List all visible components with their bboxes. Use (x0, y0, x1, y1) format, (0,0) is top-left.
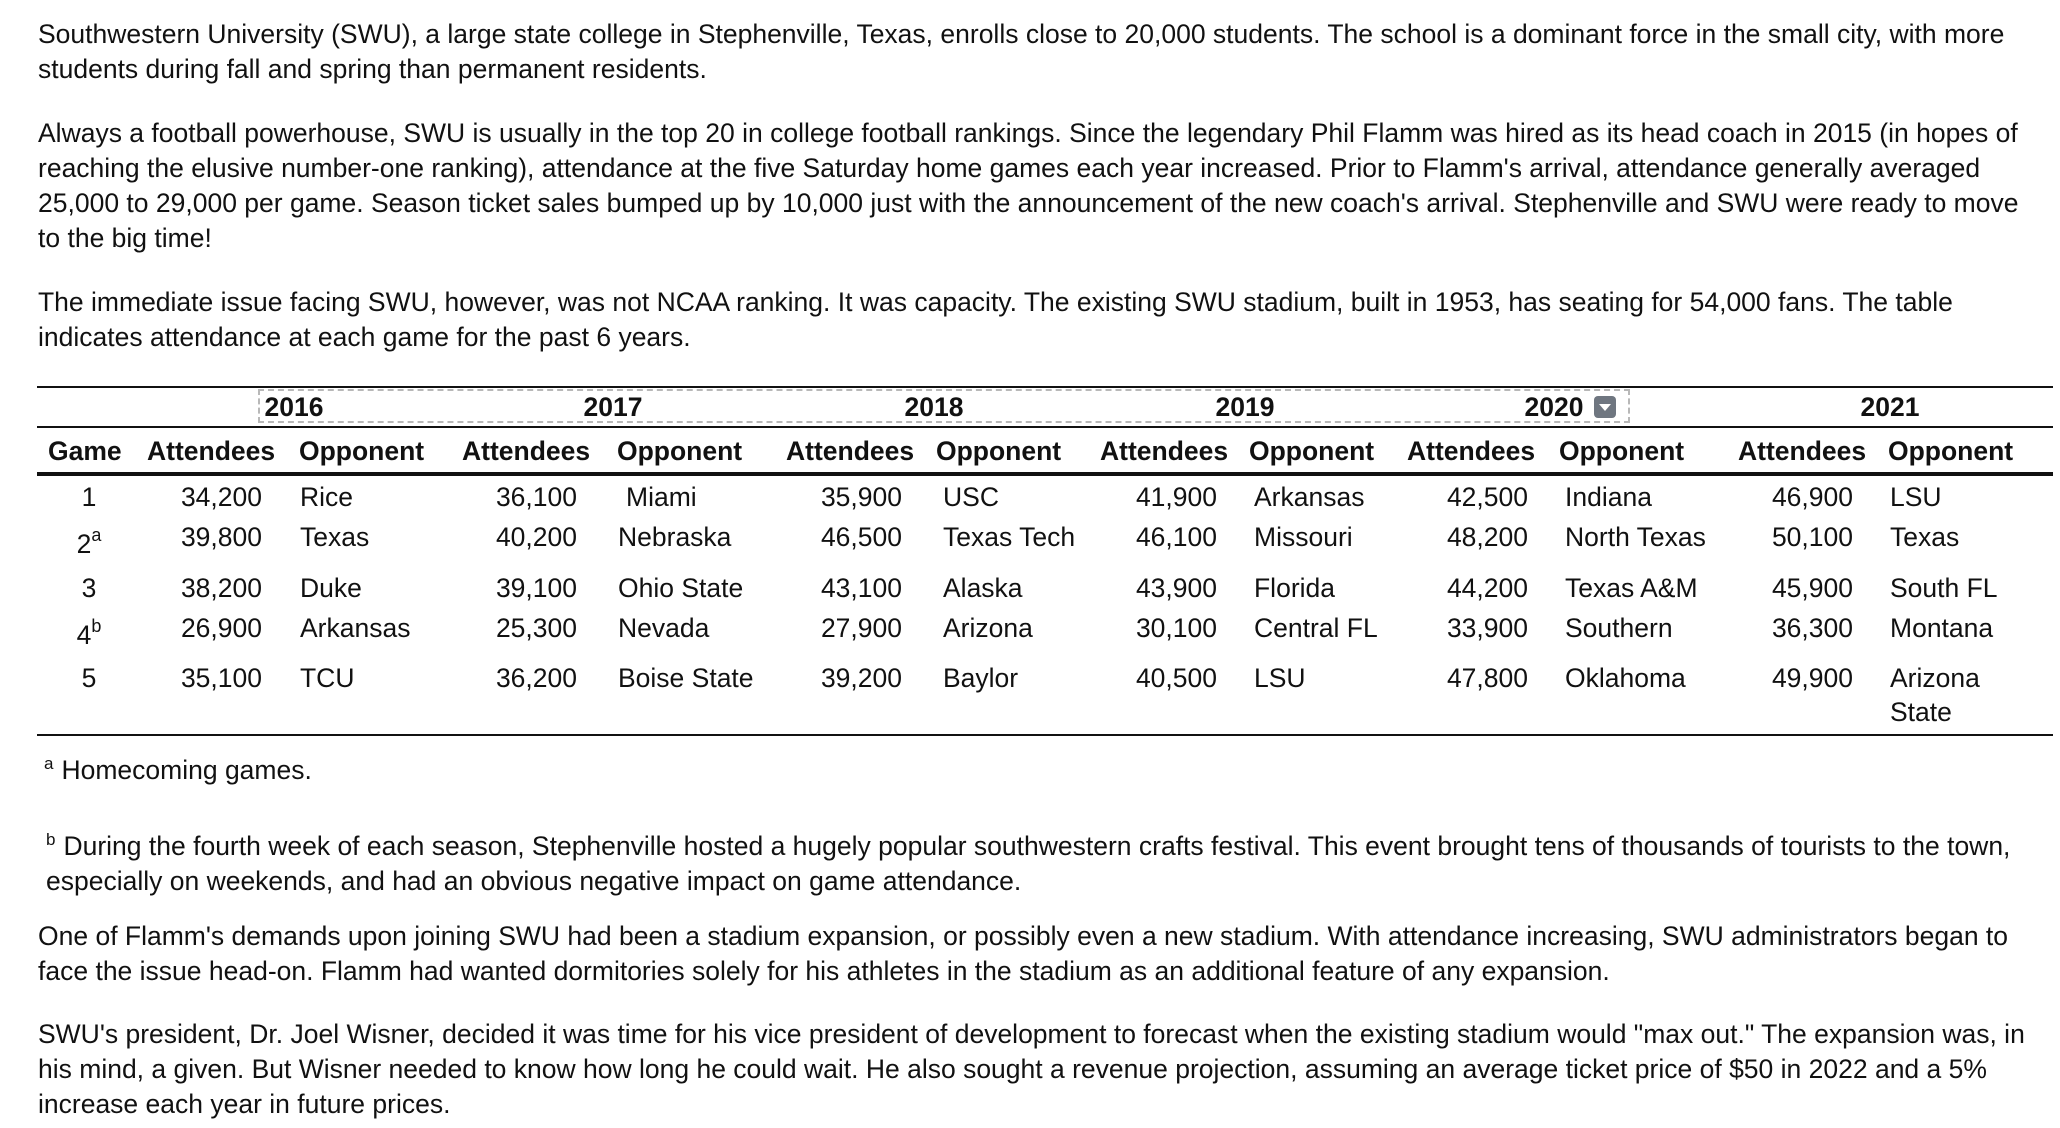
attendees-cell: 46,900 (1771, 482, 1853, 512)
opponent-cell: Montana (1890, 613, 1994, 643)
footnote-b-mark: b (46, 830, 56, 849)
expansion-paragraph: One of Flamm's demands upon joining SWU had been a stadium expansion, or possibly even a new stadium. With attendance increasing, SWU administrators began to face the issue head-on. Flamm had wanted dormitories solely for his athletes in the stadium as an additional feature of any expansion. (38, 921, 2009, 986)
year-rule (37, 426, 2053, 428)
header-attendees-2016: Attendees (147, 436, 276, 466)
opponent-cell: Indiana (1565, 482, 1652, 512)
attendees-cell: 48,200 (1446, 522, 1528, 552)
attendees-cell: 47,800 (1446, 663, 1528, 693)
header-attendees-2017: Attendees (462, 436, 591, 466)
attendees-cell: 39,200 (820, 663, 902, 693)
header-attendees-2021: Attendees (1738, 436, 1867, 466)
attendees-cell: 46,500 (820, 522, 902, 552)
attendees-cell: 50,100 (1771, 522, 1853, 552)
game-number: 2$^a$ (76, 525, 102, 559)
attendees-cell: 36,100 (495, 482, 577, 512)
header-opponent-2016: Opponent (299, 436, 425, 466)
attendees-cell: 35,900 (820, 482, 902, 512)
opponent-cell: Boise State (618, 663, 754, 693)
attendees-cell: 35,100 (180, 663, 262, 693)
table-bottom-rule (37, 734, 2053, 736)
opponent-cell: Texas A&M (1565, 573, 1698, 603)
attendees-cell: 26,900 (180, 613, 262, 643)
attendees-cell: 25,300 (495, 613, 577, 643)
opponent-cell: LSU (1890, 482, 1942, 512)
opponent-cell: Baylor (943, 663, 1019, 693)
opponent-cell: Missouri (1254, 522, 1353, 552)
game-number: 5 (81, 663, 97, 693)
year-2020: 2020 (1524, 392, 1584, 422)
opponent-cell: LSU (1254, 663, 1306, 693)
game-number: 3 (81, 573, 97, 603)
attendees-cell: 39,100 (495, 573, 577, 603)
attendees-cell: 33,900 (1446, 613, 1528, 643)
opponent-cell: Duke (300, 573, 362, 603)
header-attendees-2020: Attendees (1407, 436, 1536, 466)
header-attendees-2018: Attendees (786, 436, 915, 466)
footnote-a (44, 746, 312, 788)
year-2021: 2021 (1860, 392, 1920, 422)
header-attendees-2019: Attendees (1100, 436, 1229, 466)
attendees-cell: 43,100 (820, 573, 902, 603)
header-opponent-2021: Opponent (1888, 436, 2014, 466)
opponent-cell: Texas Tech (943, 522, 1076, 552)
attendees-cell: 40,200 (495, 522, 577, 552)
table-top-rule (37, 386, 2053, 388)
attendees-cell: 34,200 (180, 482, 262, 512)
header-opponent-2017: Opponent (617, 436, 743, 466)
game-number: 1 (81, 482, 97, 512)
year-2016: 2016 (264, 392, 324, 422)
year-2017: 2017 (583, 392, 643, 422)
opponent-cell: Rice (300, 482, 354, 512)
chevron-down-icon[interactable] (1594, 396, 1616, 418)
header-opponent-2018: Opponent (936, 436, 1062, 466)
attendees-cell: 36,300 (1771, 613, 1853, 643)
opponent-cell: Miami (626, 482, 697, 512)
opponent-cell: Central FL (1254, 613, 1378, 643)
coach-paragraph: Always a football powerhouse, SWU is usually in the top 20 in college football rankings. Since the legendary Phil Flamm was hired as its head coach in 2015 (in hopes of reaching the elusive number-one ranking), attendance at the five Saturday home games each year increased. Prior to Flamm's arrival, attendance generally averaged 25,000 to 29,000 per game. Season ticket sales bumped up by 10,000 just with the announcement of the new coach's arrival. Stephenville and SWU were ready to move to the big time! (38, 118, 2019, 253)
attendees-cell: 38,200 (180, 573, 262, 603)
attendees-cell: 42,500 (1446, 482, 1528, 512)
opponent-cell: USC (943, 482, 999, 512)
opponent-cell: Alaska (943, 573, 1023, 603)
header-opponent-2019: Opponent (1249, 436, 1375, 466)
intro-paragraph: Southwestern University (SWU), a large state college in Stephenville, Texas, enrolls close to 20,000 students. The school is a dominant force in the small city, with more students during fall and spring than permanent residents. (38, 19, 2005, 84)
attendees-cell: 45,900 (1771, 573, 1853, 603)
attendees-cell: 36,200 (495, 663, 577, 693)
opponent-cell: Arkansas (1254, 482, 1365, 512)
attendees-cell: 49,900 (1771, 663, 1853, 693)
opponent-cell: Texas (300, 522, 370, 552)
opponent-cell: Florida (1254, 573, 1336, 603)
footnote-b-text: During the fourth week of each season, Stephenville hosted a hugely popular southwestern crafts festival. This event brought tens of thousands of tourists to the town, especially on weekends, and had an obvious negative impact on game attendance. (46, 831, 2011, 896)
attendees-cell: 39,800 (180, 522, 262, 552)
attendees-cell: 30,100 (1135, 613, 1217, 643)
footnote-a-mark: a (44, 754, 54, 773)
opponent-cell: North Texas (1565, 522, 1706, 552)
header-opponent-2020: Opponent (1559, 436, 1685, 466)
game-number: 4$^b$ (76, 616, 102, 650)
footnote-a-text: Homecoming games. (61, 755, 312, 785)
forecast-paragraph: SWU's president, Dr. Joel Wisner, decided it was time for his vice president of development to forecast when the existing stadium would "max out." The expansion was, in his mind, a given. But Wisner needed to know how long he could wait. He also sought a revenue projection, assuming an average ticket price of $50 in 2022 and a 5% increase each year in future prices. (38, 1019, 2025, 1119)
opponent-cell: Nevada (618, 613, 710, 643)
attendees-cell: 46,100 (1135, 522, 1217, 552)
opponent-cell: South FL (1890, 573, 1998, 603)
attendees-cell: 41,900 (1135, 482, 1217, 512)
opponent-cell: TCU (300, 663, 355, 693)
opponent-cell: Ohio State (618, 573, 744, 603)
attendees-cell: 44,200 (1446, 573, 1528, 603)
opponent-cell: Arizona (943, 613, 1033, 643)
header-game: Game (48, 436, 122, 466)
attendees-cell: 27,900 (820, 613, 902, 643)
opponent-cell: Oklahoma (1565, 663, 1686, 693)
year-2019: 2019 (1215, 392, 1275, 422)
footnote-b (46, 822, 2036, 899)
opponent-cell: Arizona State (1890, 663, 1980, 727)
opponent-cell: Nebraska (618, 522, 732, 552)
capacity-paragraph: The immediate issue facing SWU, however, was not NCAA ranking. It was capacity. The existing SWU stadium, built in 1953, has seating for 54,000 fans. The table indicates attendance at each game for the past 6 years. (38, 287, 1953, 352)
header-rule (37, 472, 2053, 476)
attendees-cell: 43,900 (1135, 573, 1217, 603)
opponent-cell: Texas (1890, 522, 1960, 552)
opponent-cell: Southern (1565, 613, 1673, 643)
attendees-cell: 40,500 (1135, 663, 1217, 693)
year-2018: 2018 (904, 392, 964, 422)
opponent-cell: Arkansas (300, 613, 411, 643)
